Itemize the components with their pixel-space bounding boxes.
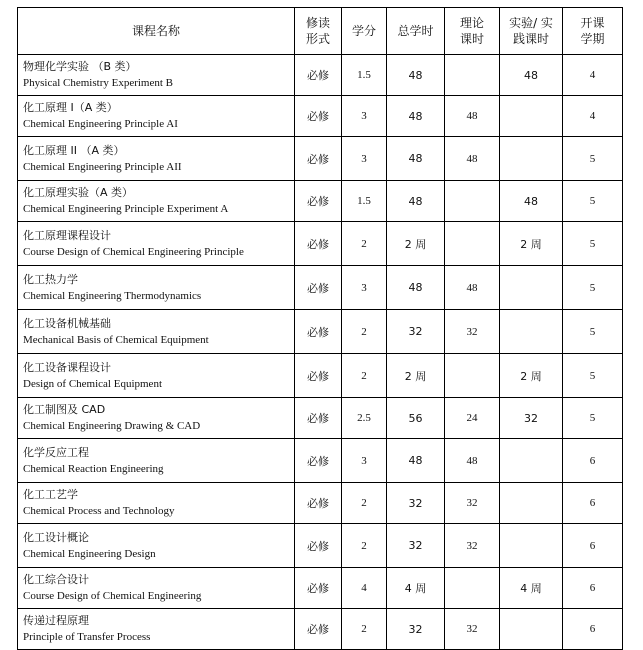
credit-cell: 2	[342, 222, 387, 266]
total-hours-cell: 48	[387, 137, 445, 181]
header-practice-hours-line1: 实验/ 实	[509, 16, 553, 30]
study-mode-cell: 必修	[295, 310, 342, 354]
course-name-en: Principle of Transfer Process	[23, 631, 151, 643]
course-name-zh: 化工设备机械基础	[23, 316, 111, 330]
course-name-en: Course Design of Chemical Engineering	[23, 590, 202, 602]
practice-hours-cell: 32	[500, 398, 563, 439]
semester-cell: 5	[563, 181, 623, 222]
total-hours-cell: 56	[387, 398, 445, 439]
total-hours-cell: 32	[387, 524, 445, 568]
course-name-cell	[18, 524, 295, 568]
theory-hours-cell: 48	[445, 137, 500, 181]
course-name-en: Physical Chemistry Experiment B	[23, 77, 174, 89]
total-hours-cell: 48	[387, 439, 445, 483]
practice-hours-cell	[500, 524, 563, 568]
semester-cell: 5	[563, 310, 623, 354]
course-name-en: Chemical Engineering Thermodynamics	[23, 289, 202, 302]
course-name-zh: 化工设计概论	[23, 530, 89, 544]
semester-cell: 4	[563, 96, 623, 137]
course-name-cell	[18, 96, 295, 137]
course-name-zh: 传递过程原理	[23, 614, 89, 627]
study-mode-cell: 必修	[295, 439, 342, 483]
theory-hours-cell	[445, 181, 500, 222]
total-hours-cell: 48	[387, 96, 445, 137]
course-name-en: Chemical Reaction Engineering	[23, 462, 164, 475]
table-row	[18, 524, 623, 568]
table-row	[18, 181, 623, 222]
credit-cell: 1.5	[342, 181, 387, 222]
total-hours-cell: 4 周	[387, 568, 445, 609]
course-name-cell	[18, 568, 295, 609]
course-name-zh: 化工综合设计	[23, 573, 89, 586]
semester-cell: 5	[563, 137, 623, 181]
theory-hours-cell: 32	[445, 483, 500, 524]
course-name-en: Chemical Engineering Principle Experiment A	[23, 203, 229, 215]
header-semester-line2: 学期	[580, 32, 605, 46]
semester-cell: 4	[563, 55, 623, 96]
course-name-en: Chemical Engineering Drawing & CAD	[23, 420, 201, 432]
header-study-mode	[295, 8, 342, 55]
credit-cell: 3	[342, 266, 387, 310]
study-mode-cell: 必修	[295, 96, 342, 137]
theory-hours-cell: 48	[445, 96, 500, 137]
header-credit: 学分	[342, 8, 387, 55]
course-name-cell	[18, 137, 295, 181]
header-practice-hours-line2: 践课时	[512, 32, 549, 46]
theory-hours-cell	[445, 568, 500, 609]
table-row	[18, 398, 623, 439]
semester-cell: 5	[563, 354, 623, 398]
credit-cell: 2	[342, 524, 387, 568]
theory-hours-cell: 24	[445, 398, 500, 439]
credit-cell: 3	[342, 439, 387, 483]
study-mode-cell: 必修	[295, 354, 342, 398]
header-theory-hours	[445, 8, 500, 55]
header-row	[18, 8, 623, 55]
study-mode-cell: 必修	[295, 609, 342, 650]
header-theory-hours-line2: 课时	[459, 32, 484, 46]
table-row	[18, 137, 623, 181]
practice-hours-cell: 2 周	[500, 354, 563, 398]
total-hours-cell: 48	[387, 55, 445, 96]
practice-hours-cell: 4 周	[500, 568, 563, 609]
semester-cell: 6	[563, 524, 623, 568]
credit-cell: 2	[342, 310, 387, 354]
study-mode-cell: 必修	[295, 398, 342, 439]
header-semester-line1: 开课	[580, 16, 605, 30]
practice-hours-cell	[500, 310, 563, 354]
course-name-zh: 化学反应工程	[23, 445, 89, 459]
semester-cell: 5	[563, 266, 623, 310]
course-name-cell	[18, 439, 295, 483]
course-name-en: Chemical Engineering Principle AI	[23, 118, 178, 130]
total-hours-cell: 2 周	[387, 222, 445, 266]
course-name-zh: 化工原理 II （A 类）	[23, 143, 125, 157]
total-hours-cell: 32	[387, 483, 445, 524]
course-name-en: Mechanical Basis of Chemical Equipment	[23, 333, 209, 346]
total-hours-cell: 48	[387, 266, 445, 310]
table-row	[18, 354, 623, 398]
course-name-zh: 化工原理课程设计	[23, 228, 111, 242]
credit-cell: 2	[342, 483, 387, 524]
practice-hours-cell	[500, 96, 563, 137]
study-mode-cell: 必修	[295, 137, 342, 181]
theory-hours-cell	[445, 55, 500, 96]
study-mode-cell: 必修	[295, 181, 342, 222]
course-table	[17, 7, 623, 650]
practice-hours-cell: 2 周	[500, 222, 563, 266]
table-row	[18, 96, 623, 137]
course-name-cell	[18, 609, 295, 650]
course-name-zh: 化工热力学	[23, 272, 78, 286]
semester-cell: 6	[563, 609, 623, 650]
semester-cell: 6	[563, 439, 623, 483]
course-name-zh: 化工工艺学	[23, 488, 78, 501]
course-name-cell	[18, 55, 295, 96]
credit-cell: 2	[342, 609, 387, 650]
theory-hours-cell	[445, 222, 500, 266]
course-name-cell	[18, 222, 295, 266]
theory-hours-cell	[445, 354, 500, 398]
study-mode-cell: 必修	[295, 55, 342, 96]
practice-hours-cell: 48	[500, 181, 563, 222]
semester-cell: 6	[563, 568, 623, 609]
credit-cell: 4	[342, 568, 387, 609]
course-name-en: Chemical Engineering Design	[23, 547, 156, 560]
course-name-en: Chemical Engineering Principle AII	[23, 160, 182, 173]
practice-hours-cell	[500, 266, 563, 310]
practice-hours-cell	[500, 483, 563, 524]
theory-hours-cell: 48	[445, 439, 500, 483]
study-mode-cell: 必修	[295, 483, 342, 524]
course-name-cell	[18, 266, 295, 310]
course-name-cell	[18, 483, 295, 524]
header-study-mode-line2: 形式	[305, 32, 330, 46]
header-practice-hours	[500, 8, 563, 55]
header-total-hours: 总学时	[387, 8, 445, 55]
credit-cell: 1.5	[342, 55, 387, 96]
table-row	[18, 609, 623, 650]
semester-cell: 6	[563, 483, 623, 524]
credit-cell: 3	[342, 137, 387, 181]
course-name-cell	[18, 398, 295, 439]
course-name-cell	[18, 181, 295, 222]
course-name-zh: 物理化学实验 （B 类）	[23, 60, 137, 73]
study-mode-cell: 必修	[295, 266, 342, 310]
course-name-zh: 化工制图及 CAD	[23, 403, 106, 416]
total-hours-cell: 2 周	[387, 354, 445, 398]
practice-hours-cell: 48	[500, 55, 563, 96]
total-hours-cell: 48	[387, 181, 445, 222]
table-row	[18, 222, 623, 266]
theory-hours-cell: 32	[445, 524, 500, 568]
theory-hours-cell: 32	[445, 310, 500, 354]
table-row	[18, 55, 623, 96]
course-name-cell	[18, 354, 295, 398]
course-name-en: Design of Chemical Equipment	[23, 377, 162, 390]
total-hours-cell: 32	[387, 609, 445, 650]
table-row	[18, 310, 623, 354]
table-row	[18, 483, 623, 524]
table-row	[18, 568, 623, 609]
study-mode-cell: 必修	[295, 222, 342, 266]
table-row	[18, 266, 623, 310]
header-study-mode-line1: 修读	[305, 16, 330, 30]
header-course-name: 课程名称	[18, 8, 295, 55]
total-hours-cell: 32	[387, 310, 445, 354]
study-mode-cell: 必修	[295, 568, 342, 609]
practice-hours-cell	[500, 137, 563, 181]
table-row	[18, 439, 623, 483]
credit-cell: 2	[342, 354, 387, 398]
practice-hours-cell	[500, 609, 563, 650]
course-name-en: Course Design of Chemical Engineering Principle	[23, 245, 244, 258]
header-theory-hours-line1: 理论	[459, 16, 484, 30]
credit-cell: 2.5	[342, 398, 387, 439]
credit-cell: 3	[342, 96, 387, 137]
theory-hours-cell: 48	[445, 266, 500, 310]
course-name-zh: 化工设备课程设计	[23, 360, 111, 374]
semester-cell: 5	[563, 398, 623, 439]
course-name-zh: 化工原理 I（A 类）	[23, 101, 118, 114]
study-mode-cell: 必修	[295, 524, 342, 568]
course-name-en: Chemical Process and Technology	[23, 505, 175, 517]
course-name-zh: 化工原理实验（A 类）	[23, 186, 134, 199]
practice-hours-cell	[500, 439, 563, 483]
semester-cell: 5	[563, 222, 623, 266]
header-semester	[563, 8, 623, 55]
course-name-cell	[18, 310, 295, 354]
theory-hours-cell: 32	[445, 609, 500, 650]
